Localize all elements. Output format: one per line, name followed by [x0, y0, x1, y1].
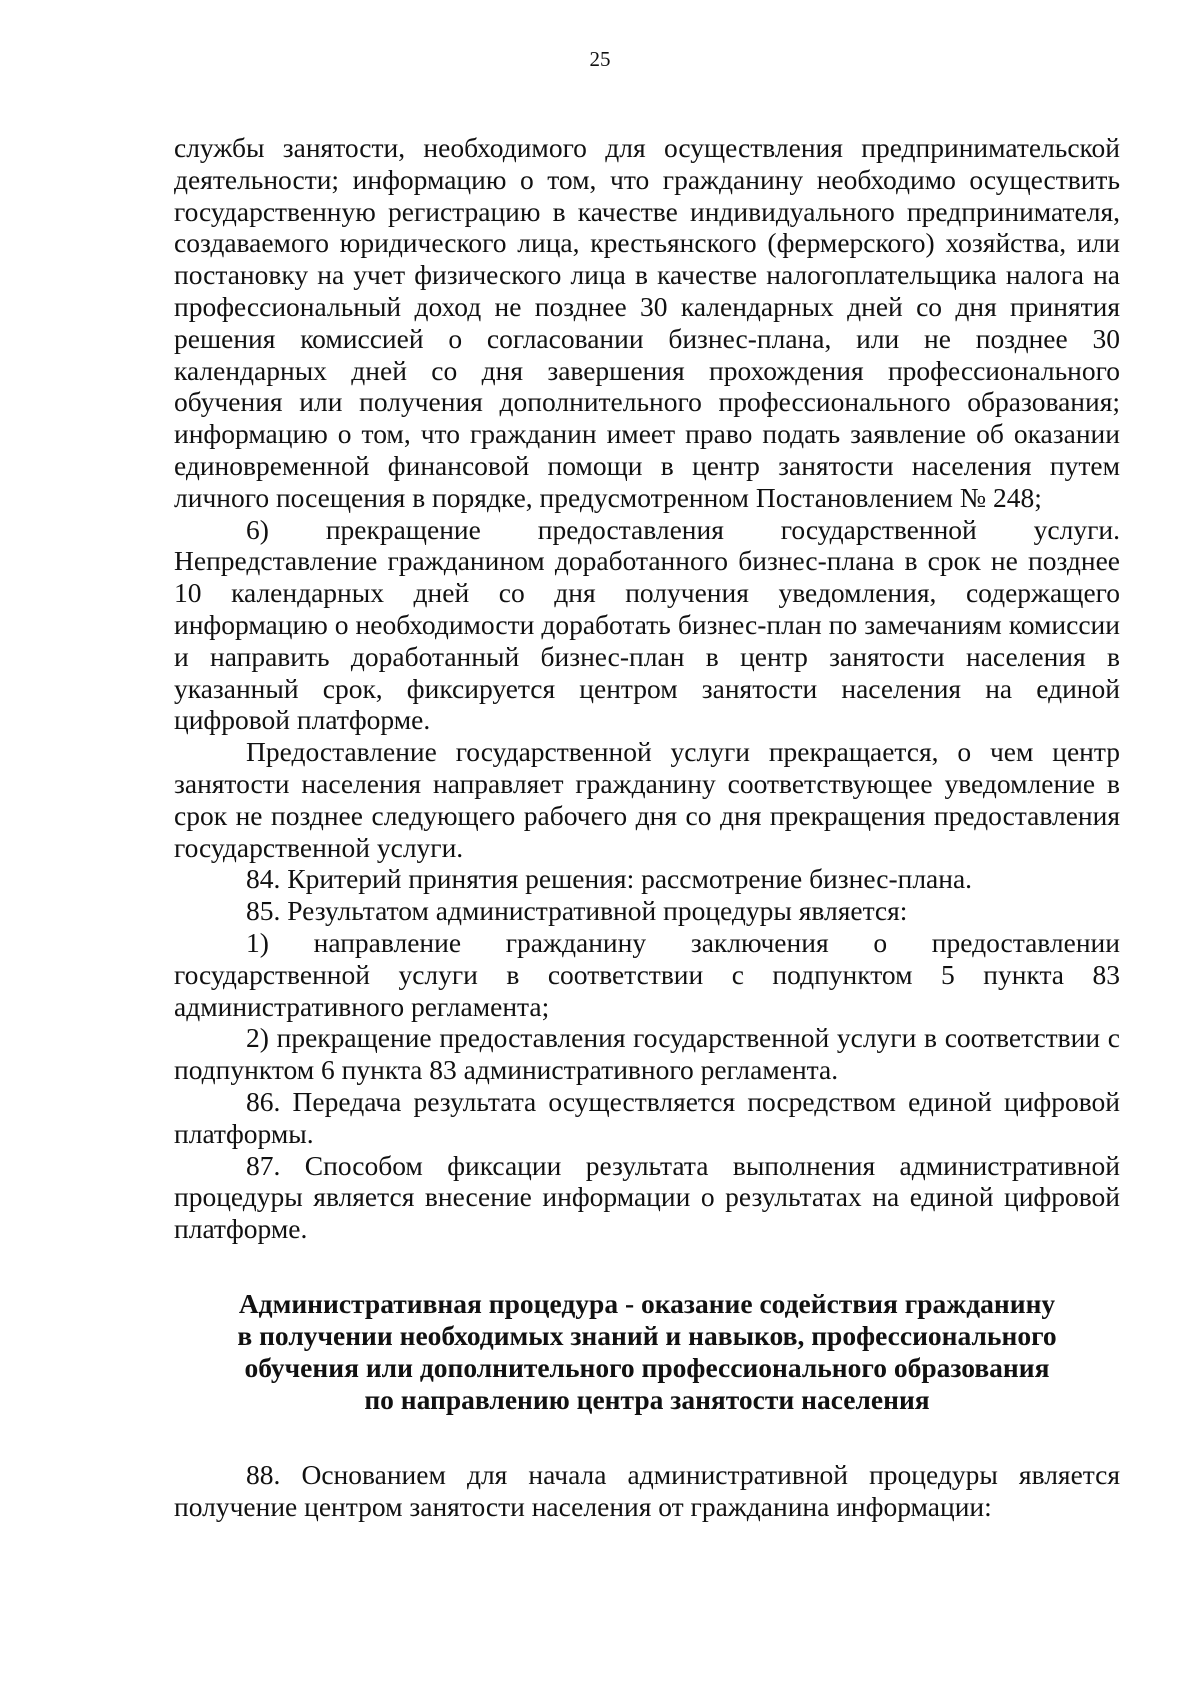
paragraph-88: 88. Основанием для начала административной процедуры является получение центром занятости населения от гражданина информации:	[174, 1458, 1120, 1522]
paragraph-87: 87. Способом фиксации результата выполнения административной процедуры является внесение информации о результатах на единой цифровой платформе.	[174, 1149, 1120, 1245]
paragraph-84: 84. Критерий принятия решения: рассмотрение бизнес-плана.	[246, 863, 973, 895]
section-heading-line: в получении необходимых знаний и навыков, профессионального	[237, 1319, 1057, 1351]
paragraph-85-item-2: 2) прекращение предоставления государственной услуги в соответствии с подпунктом 6 пункта 83 административного регламента.	[174, 1022, 1120, 1086]
section-heading-line: обучения или дополнительного профессионального образования	[244, 1351, 1050, 1383]
paragraph-termination: Предоставление государственной услуги прекращается, о чем центр занятости населения направляет гражданину соответствующее уведомление в срок не позднее следующего рабочего дня со дня прекращения предоставления государственной услуги.	[174, 736, 1120, 863]
paragraph-85: 85. Результатом административной процедуры является:	[246, 895, 908, 927]
section-heading-line: Административная процедура - оказание содействия гражданину	[238, 1287, 1056, 1319]
paragraph-86: 86. Передача результата осуществляется посредством единой цифровой платформы.	[174, 1085, 1120, 1149]
section-heading-line: по направлению центра занятости населения	[364, 1383, 930, 1415]
document-body	[174, 132, 1120, 1522]
page-number: 25	[589, 47, 611, 71]
paragraph-continuation: службы занятости, необходимого для осуществления предпринимательской деятельности; информацию о том, что гражданину необходимо осуществить государственную регистрацию в качестве индивидуального предпринимателя, создаваемого юридического лица, крестьянского (фермерского) хозяйства, или постановку на учет физического лица в качестве налогоплательщика налога на профессиональный доход не позднее 30 календарных дней со дня принятия решения комиссией о согласовании бизнес-плана, или не позднее 30 календарных дней со дня завершения прохождения профессионального обучения или получения дополнительного профессионального образования; информацию о том, что гражданин имеет право подать заявление об оказании единовременной финансовой помощи в центр занятости населения путем личного посещения в порядке, предусмотренном Постановлением № 248;	[174, 132, 1120, 513]
paragraph-item-6: 6) прекращение предоставления государственной услуги. Непредставление гражданином доработанного бизнес-плана в срок не позднее 10 календарных дней со дня получения уведомления, содержащего информацию о необходимости доработать бизнес-план по замечаниям комиссии и направить доработанный бизнес-план в центр занятости населения в указанный срок, фиксируется центром занятости населения на единой цифровой платформе.	[174, 513, 1120, 736]
paragraph-85-item-1: 1) направление гражданину заключения о предоставлении государственной услуги в соответствии с подпунктом 5 пункта 83 административного регламента;	[174, 926, 1120, 1022]
section-heading	[174, 1288, 1120, 1416]
